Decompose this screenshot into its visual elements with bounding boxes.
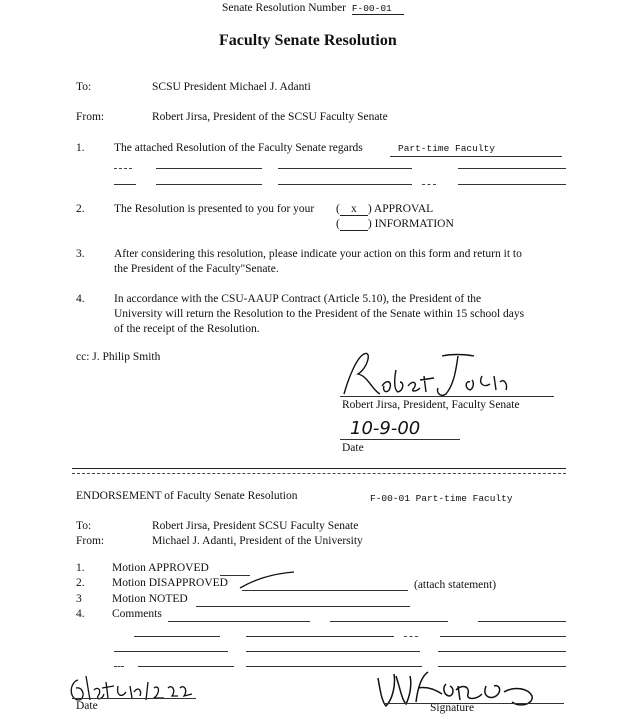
information-checkbox xyxy=(340,218,368,231)
from-value: Robert Jirsa, President of the SCSU Faculty Senate xyxy=(152,111,388,123)
item-1-fill: Part-time Faculty xyxy=(398,143,495,154)
option-3-number: 3 xyxy=(76,593,82,605)
information-label: INFORMATION xyxy=(374,218,454,230)
disapproved-line xyxy=(242,590,408,591)
senate-date-value: 10-9-00 xyxy=(350,418,421,439)
cc-line: cc: J. Philip Smith xyxy=(76,351,161,363)
item-1-text: The attached Resolution of the Faculty Senate regards xyxy=(114,142,363,154)
item-2-number: 2. xyxy=(76,203,85,215)
endorsement-to-label: To: xyxy=(76,520,92,532)
approval-checkbox: x xyxy=(340,203,368,216)
senate-date-label: Date xyxy=(342,442,364,454)
comments-blank-line xyxy=(114,666,124,667)
item-3-number: 3. xyxy=(76,248,85,260)
option-4-number: 4. xyxy=(76,608,85,620)
comments-blank-line xyxy=(440,636,566,637)
senate-signature-name: Robert Jirsa, President, Faculty Senate xyxy=(342,399,520,411)
item-3-line-1: After considering this resolution, please indicate your action on this form and return it to xyxy=(114,248,522,260)
from-label: From: xyxy=(76,111,105,123)
item-1-blank-line xyxy=(278,168,412,169)
to-label: To: xyxy=(76,81,92,93)
option-2-number: 2. xyxy=(76,577,85,589)
comments-line xyxy=(478,621,566,622)
item-4-line-1: In accordance with the CSU-AAUP Contract (Article 5.10), the President of the xyxy=(114,293,482,305)
endorsement-reference: F-00-01 Part-time Faculty xyxy=(370,493,513,504)
item-1-blank-line xyxy=(278,184,412,185)
option-1-number: 1. xyxy=(76,562,85,574)
comments-blank-line xyxy=(134,636,220,637)
comments-blank-line xyxy=(114,651,228,652)
to-value: SCSU President Michael J. Adanti xyxy=(152,81,311,93)
item-3-line-2: the President of the Faculty"Senate. xyxy=(114,263,279,275)
option-approved: Motion APPROVED xyxy=(112,562,209,574)
comments-blank-line xyxy=(138,666,234,667)
item-1-blank-line xyxy=(458,168,566,169)
comments-blank-line xyxy=(438,651,566,652)
page-title: Faculty Senate Resolution xyxy=(219,32,397,49)
endorsement-signature-label: Signature xyxy=(430,702,475,714)
resolution-number-text: Senate Resolution Number xyxy=(222,2,346,14)
item-4-number: 4. xyxy=(76,293,85,305)
approval-label: APPROVAL xyxy=(373,203,434,215)
endorsement-from-label: From: xyxy=(76,535,105,547)
resolution-number-label xyxy=(222,2,404,15)
item-4-line-3: of the receipt of the Resolution. xyxy=(114,323,260,335)
senate-date-line xyxy=(340,439,460,440)
information-option: ( ) INFORMATION xyxy=(336,218,454,230)
item-1-underline xyxy=(390,156,562,157)
item-1-number: 1. xyxy=(76,142,85,154)
item-1-blank-line xyxy=(422,184,436,185)
resolution-number-value: F-00-01 xyxy=(352,3,404,15)
comments-blank-line xyxy=(246,636,394,637)
item-1-blank-line xyxy=(156,184,262,185)
comments-line xyxy=(168,621,310,622)
endorsement-to-value: Robert Jirsa, President SCSU Faculty Senate xyxy=(152,520,359,532)
comments-blank-line xyxy=(246,651,420,652)
noted-line xyxy=(196,606,410,607)
endorsement-heading: ENDORSEMENT of Faculty Senate Resolution xyxy=(76,490,298,502)
disapproved-note: (attach statement) xyxy=(414,579,497,591)
item-1-blank-line xyxy=(458,184,566,185)
option-comments: Comments xyxy=(112,608,162,620)
disapproved-strike-mark xyxy=(238,570,298,590)
robert-jirsa-signature xyxy=(338,350,518,400)
option-disapproved: Motion DISAPPROVED xyxy=(112,577,228,589)
endorsement-date-line xyxy=(72,698,196,699)
item-1-blank-line xyxy=(114,184,136,185)
section-divider xyxy=(72,468,566,469)
section-divider xyxy=(72,473,566,474)
item-2-text: The Resolution is presented to you for your xyxy=(114,203,315,215)
comments-blank-line xyxy=(404,636,418,637)
item-1-blank-line xyxy=(114,168,132,169)
item-1-blank-line xyxy=(156,168,262,169)
comments-line xyxy=(330,621,448,622)
option-noted: Motion NOTED xyxy=(112,593,188,605)
endorsement-date-label: Date xyxy=(76,700,98,712)
endorsement-from-value: Michael J. Adanti, President of the University xyxy=(152,535,363,547)
senate-signature-line xyxy=(340,396,554,397)
item-4-line-2: University will return the Resolution to the President of the Senate within 15 school days xyxy=(114,308,525,320)
approval-option: ( x ) APPROVAL xyxy=(336,203,434,215)
